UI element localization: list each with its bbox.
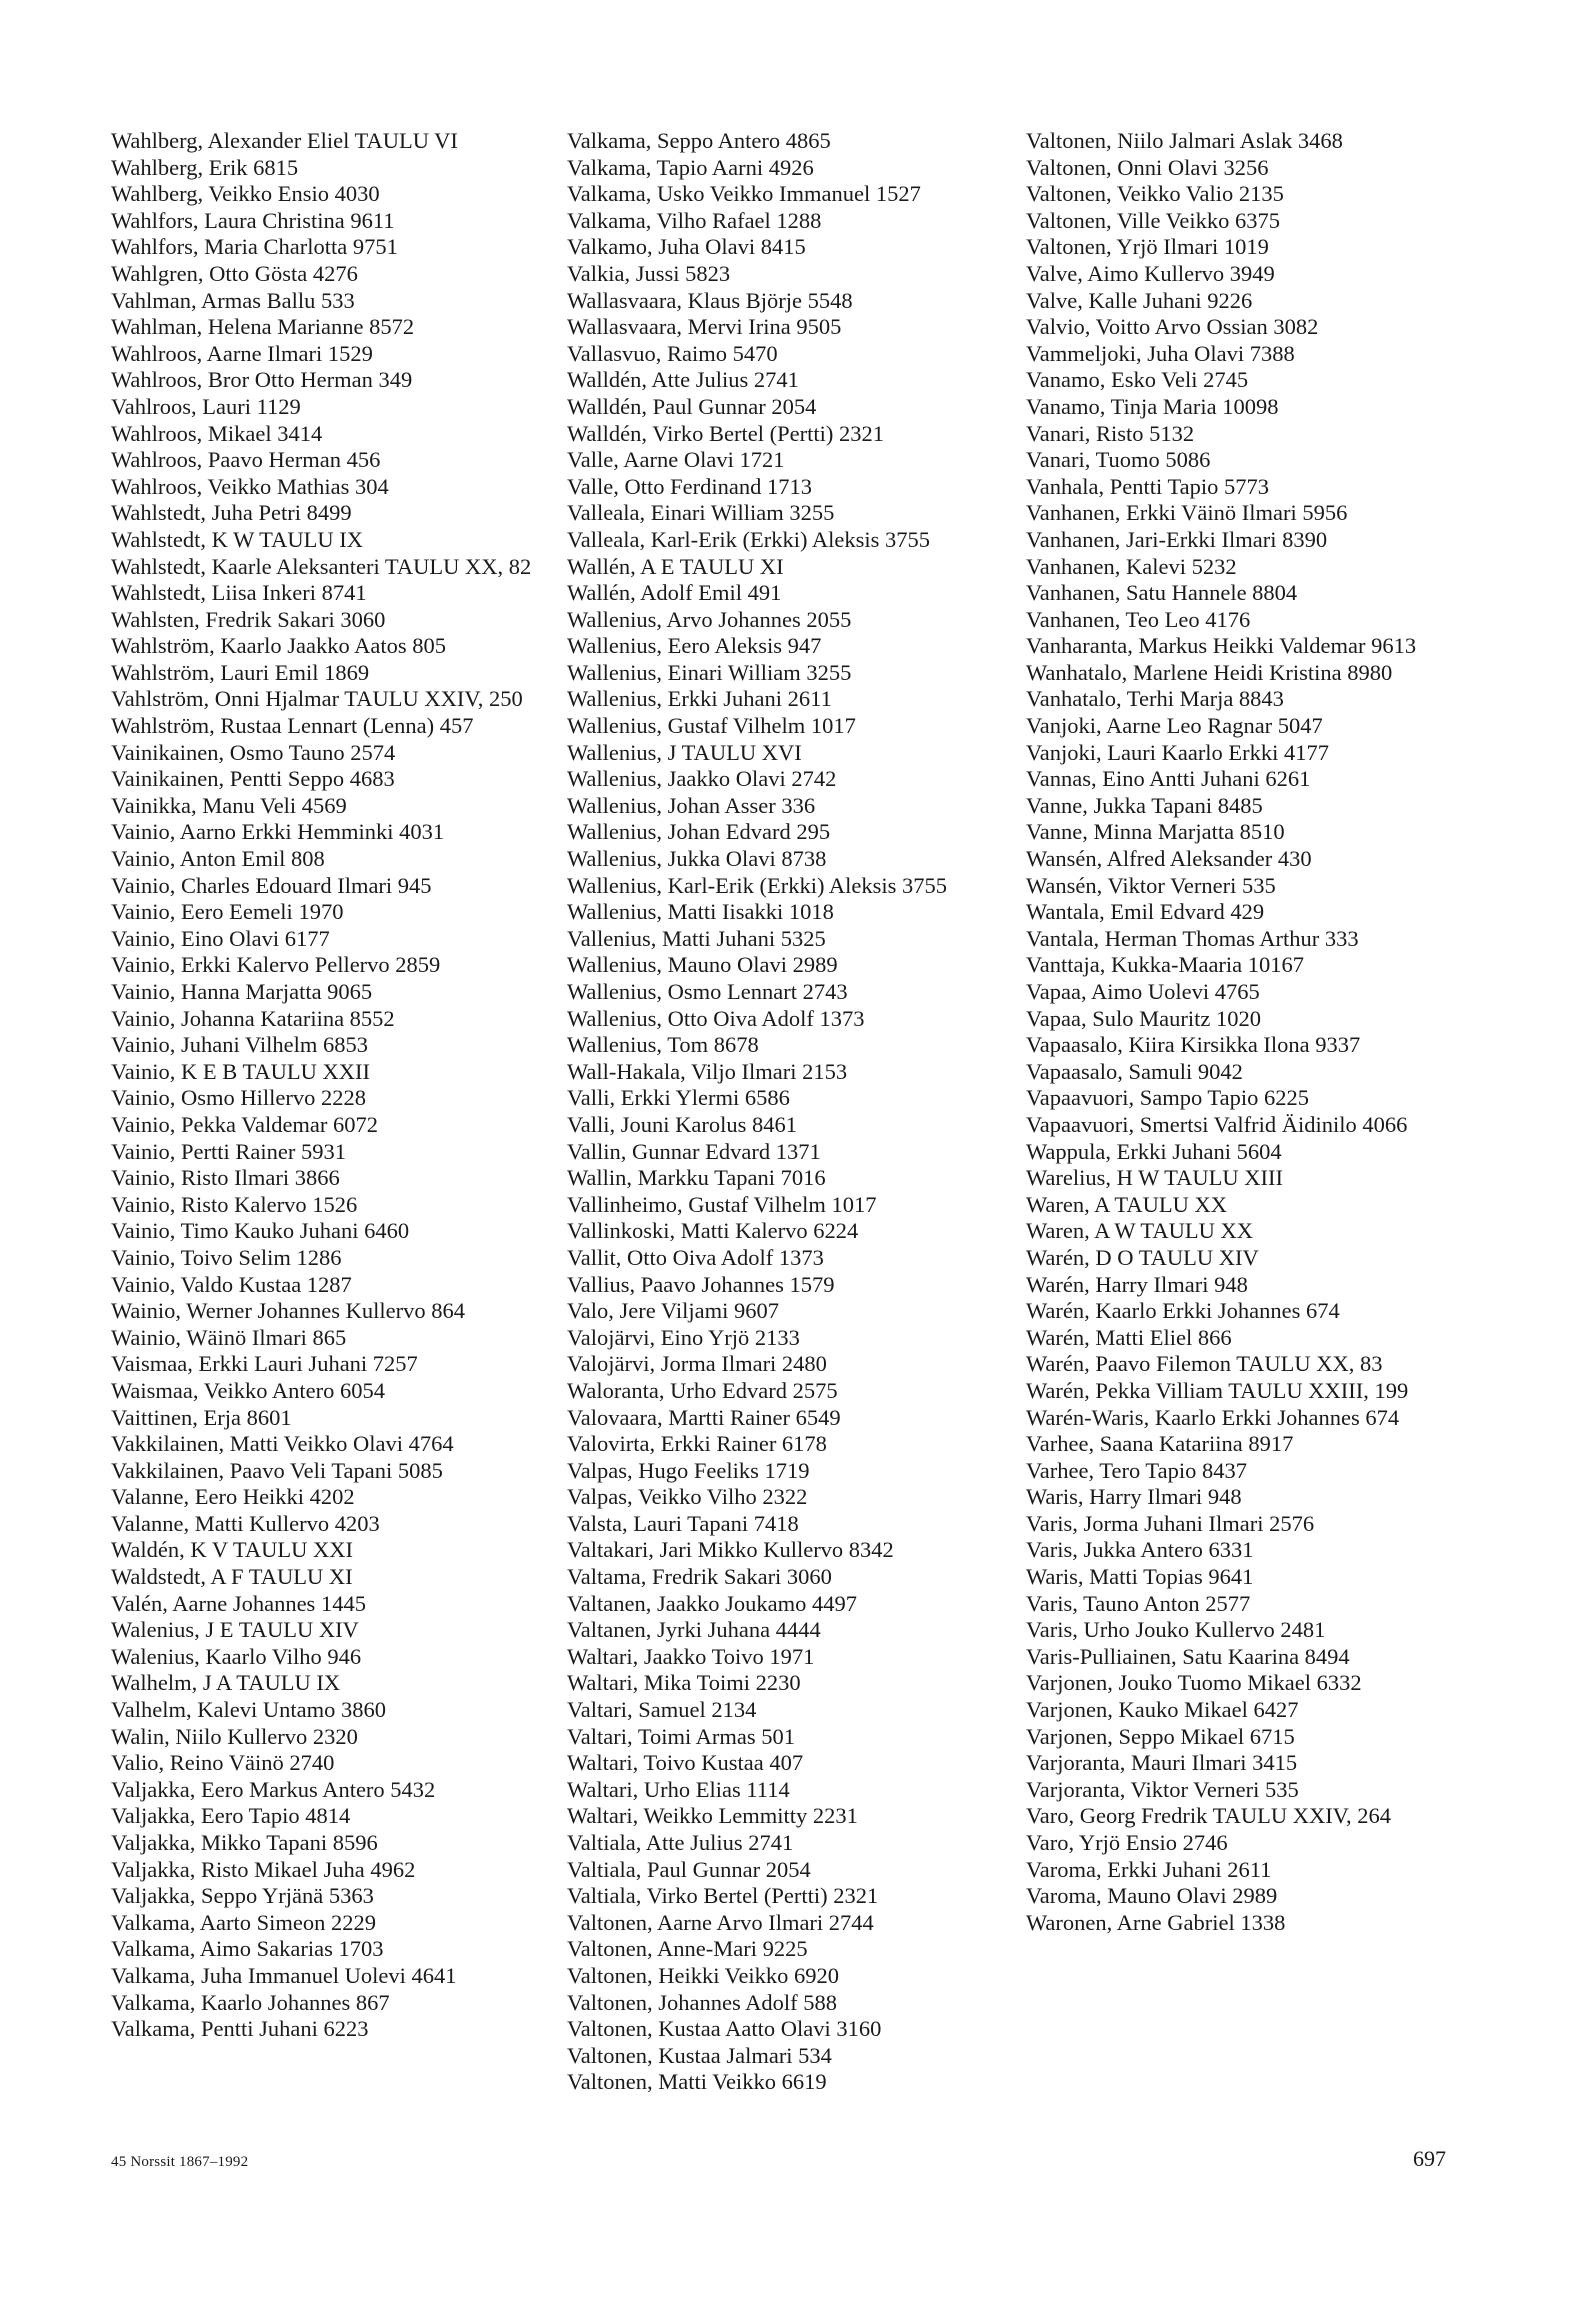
index-entry: Valkama, Usko Veikko Immanuel 1527: [567, 181, 921, 207]
index-entry: Varo, Georg Fredrik TAULU XXIV, 264: [1026, 1803, 1392, 1829]
index-entry: Wallenius, Jaakko Olavi 2742: [567, 766, 837, 792]
index-entry: Waloranta, Urho Edvard 2575: [567, 1377, 838, 1403]
index-entry: Vanharanta, Markus Heikki Valdemar 9613: [1026, 633, 1417, 659]
index-entry: Wahlstedt, Liisa Inkeri 8741: [111, 580, 367, 606]
index-entry: Valkama, Kaarlo Johannes 867: [111, 1989, 390, 2015]
index-entry: Vapaasalo, Kiira Kirsikka Ilona 9337: [1026, 1032, 1361, 1058]
index-entry: Wallenius, Arvo Johannes 2055: [567, 606, 852, 632]
index-entry: Wallenius, Otto Oiva Adolf 1373: [567, 1005, 865, 1031]
index-entry: Valkama, Pentti Juhani 6223: [111, 2016, 369, 2042]
index-entry: Valtiala, Virko Bertel (Pertti) 2321: [567, 1883, 879, 1909]
index-entry: Valvio, Voitto Arvo Ossian 3082: [1026, 314, 1319, 340]
index-entry: Valleala, Einari William 3255: [567, 500, 835, 526]
index-entry: Vainio, Erkki Kalervo Pellervo 2859: [111, 952, 441, 978]
index-entry: Vaismaa, Erkki Lauri Juhani 7257: [111, 1351, 418, 1377]
index-entry: Vainio, Risto Ilmari 3866: [111, 1165, 340, 1191]
index-entry: Vantala, Herman Thomas Arthur 333: [1026, 925, 1359, 951]
index-entry: Valtama, Fredrik Sakari 3060: [567, 1564, 832, 1590]
index-entry: Waltari, Weikko Lemmitty 2231: [567, 1803, 858, 1829]
index-entry: Valtiala, Paul Gunnar 2054: [567, 1856, 811, 1882]
index-entry: Valtonen, Aarne Arvo Ilmari 2744: [567, 1909, 874, 1935]
index-entry: Wansén, Viktor Verneri 535: [1026, 872, 1276, 898]
index-entry: Valovaara, Martti Rainer 6549: [567, 1404, 841, 1430]
index-entry: Valtonen, Kustaa Jalmari 534: [567, 2042, 832, 2068]
index-entry: Warén, Harry Ilmari 948: [1026, 1271, 1248, 1297]
index-entry: Vainio, K E B TAULU XXII: [111, 1058, 371, 1084]
index-entry: Waltari, Urho Elias 1114: [567, 1776, 790, 1802]
index-entry: Waltari, Jaakko Toivo 1971: [567, 1643, 815, 1669]
index-entry: Vakkilainen, Paavo Veli Tapani 5085: [111, 1457, 443, 1483]
index-entry: Warén-Waris, Kaarlo Erkki Johannes 674: [1026, 1404, 1400, 1430]
index-entry: Vakkilainen, Matti Veikko Olavi 4764: [111, 1431, 454, 1457]
index-entry: Wallenius, Tom 8678: [567, 1032, 759, 1058]
index-entry: Wahlberg, Veikko Ensio 4030: [111, 181, 380, 207]
index-entry: Vapaavuori, Sampo Tapio 6225: [1026, 1085, 1309, 1111]
index-entry: Valle, Otto Ferdinand 1713: [567, 473, 812, 499]
index-entry: Vainikainen, Osmo Tauno 2574: [111, 739, 396, 765]
index-entry: Varjoranta, Mauri Ilmari 3415: [1026, 1750, 1298, 1776]
index-entry: Vallinheimo, Gustaf Vilhelm 1017: [567, 1191, 877, 1217]
index-entry: Valtonen, Heikki Veikko 6920: [567, 1962, 840, 1988]
index-entry: Valve, Aimo Kullervo 3949: [1026, 260, 1275, 286]
index-entry: Walldén, Virko Bertel (Pertti) 2321: [567, 420, 884, 446]
index-entry: Wahlström, Lauri Emil 1869: [111, 659, 370, 685]
index-entry: Valtonen, Johannes Adolf 588: [567, 1989, 837, 2015]
index-entry: Vallasvuo, Raimo 5470: [567, 340, 778, 366]
index-entry: Walenius, Kaarlo Vilho 946: [111, 1643, 362, 1669]
index-entry: Walldén, Atte Julius 2741: [567, 367, 799, 393]
index-entry: Vanari, Tuomo 5086: [1026, 447, 1211, 473]
index-entry: Vanhanen, Satu Hannele 8804: [1026, 580, 1298, 606]
index-entry: Valkama, Aimo Sakarias 1703: [111, 1936, 384, 1962]
index-entry: Vanne, Minna Marjatta 8510: [1026, 819, 1285, 845]
index-entry: Vainio, Hanna Marjatta 9065: [111, 979, 373, 1004]
index-entry: Varis, Jorma Juhani Ilmari 2576: [1026, 1510, 1315, 1536]
index-entry: Valkamo, Juha Olavi 8415: [567, 234, 806, 260]
index-entry: Vainio, Juhani Vilhelm 6853: [111, 1032, 368, 1058]
printer-signature: 45 Norssit 1867–1992: [111, 2154, 249, 2170]
index-entry: Valén, Aarne Johannes 1445: [111, 1590, 366, 1616]
index-entry: Valtari, Samuel 2134: [567, 1697, 757, 1723]
index-entry: Wallenius, Jukka Olavi 8738: [567, 846, 827, 872]
index-entry: Varis, Urho Jouko Kullervo 2481: [1026, 1617, 1326, 1643]
index-entry: Vanamo, Esko Veli 2745: [1026, 367, 1249, 393]
index-entry: Vanjoki, Lauri Kaarlo Erkki 4177: [1026, 739, 1330, 765]
page-number: 697: [1413, 2146, 1446, 2171]
index-entry: Vainio, Eino Olavi 6177: [111, 925, 330, 951]
index-entry: Valkia, Jussi 5823: [567, 260, 731, 286]
index-entry: Valtonen, Kustaa Aatto Olavi 3160: [567, 2016, 882, 2042]
index-entry: Waris, Matti Topias 9641: [1026, 1564, 1254, 1590]
index-entry: Valtanen, Jaakko Joukamo 4497: [567, 1590, 857, 1616]
index-entry: Wahlfors, Laura Christina 9611: [111, 207, 395, 233]
index-entry: Wall-Hakala, Viljo Ilmari 2153: [567, 1058, 848, 1084]
index-entry: Valtonen, Onni Olavi 3256: [1026, 154, 1269, 180]
index-entry: Warén, D O TAULU XIV: [1026, 1244, 1259, 1270]
index-entry: Wahlström, Rustaa Lennart (Lenna) 457: [111, 713, 474, 739]
index-entry: Varhee, Saana Katariina 8917: [1026, 1431, 1294, 1457]
index-entry: Valkama, Seppo Antero 4865: [567, 128, 831, 153]
index-entry: Valtanen, Jyrki Juhana 4444: [567, 1617, 821, 1643]
index-entry: Valtonen, Veikko Valio 2135: [1026, 181, 1284, 207]
index-entry: Wallenius, Eero Aleksis 947: [567, 633, 822, 659]
index-entry: Vanhanen, Kalevi 5232: [1026, 553, 1237, 579]
index-entry: Wallenius, J TAULU XVI: [567, 739, 802, 765]
index-entry: Wahlroos, Paavo Herman 456: [111, 447, 381, 473]
index-entry: Wahlström, Kaarlo Jaakko Aatos 805: [111, 633, 446, 659]
index-entry: Vammeljoki, Juha Olavi 7388: [1026, 340, 1295, 366]
index-entry: Warelius, H W TAULU XIII: [1026, 1165, 1283, 1191]
index-entry: Vainio, Anton Emil 808: [111, 846, 325, 872]
index-entry: Vaittinen, Erja 8601: [111, 1404, 292, 1430]
index-entry: Warén, Pekka Villiam TAULU XXIII, 199: [1026, 1377, 1409, 1403]
index-entry: Wallenius, Gustaf Vilhelm 1017: [567, 713, 856, 739]
index-entry: Vainio, Toivo Selim 1286: [111, 1244, 342, 1270]
index-entry: Wanhatalo, Marlene Heidi Kristina 8980: [1026, 659, 1393, 685]
index-entry: Valkama, Aarto Simeon 2229: [111, 1909, 376, 1935]
index-entry: Valkama, Vilho Rafael 1288: [567, 207, 822, 233]
index-entry: Wallenius, Johan Edvard 295: [567, 819, 831, 845]
index-entry: Vapaasalo, Samuli 9042: [1026, 1058, 1243, 1084]
index-entry: Vallenius, Matti Juhani 5325: [567, 925, 826, 951]
index-entry: Valtiala, Atte Julius 2741: [567, 1830, 794, 1855]
index-entry: Vapaa, Sulo Mauritz 1020: [1026, 1005, 1261, 1031]
index-entry: Varis-Pulliainen, Satu Kaarina 8494: [1026, 1643, 1350, 1669]
index-entry: Valojärvi, Eino Yrjö 2133: [567, 1324, 800, 1350]
index-entry: Varjonen, Jouko Tuomo Mikael 6332: [1026, 1670, 1362, 1696]
index-entry: Valkama, Tapio Aarni 4926: [567, 154, 814, 180]
index-entry: Wansén, Alfred Aleksander 430: [1026, 846, 1312, 872]
index-entry: Varhee, Tero Tapio 8437: [1026, 1457, 1247, 1483]
index-entry: Walldén, Paul Gunnar 2054: [567, 393, 817, 419]
index-entry: Valtonen, Anne-Mari 9225: [567, 1936, 808, 1962]
index-entry: Vanhanen, Jari-Erkki Ilmari 8390: [1026, 526, 1328, 552]
index-entry: Varjonen, Kauko Mikael 6427: [1026, 1697, 1299, 1723]
index-entry: Vainio, Timo Kauko Juhani 6460: [111, 1218, 410, 1244]
index-entry: Valojärvi, Jorma Ilmari 2480: [567, 1351, 827, 1377]
index-entry: Valpas, Hugo Feeliks 1719: [567, 1457, 810, 1483]
index-column-3: [1026, 128, 1466, 1936]
index-entry: Valovirta, Erkki Rainer 6178: [567, 1431, 827, 1457]
index-entry: Vanhanen, Erkki Väinö Ilmari 5956: [1026, 500, 1348, 526]
index-entry: Vapaa, Aimo Uolevi 4765: [1026, 979, 1260, 1004]
index-entry: Wahlstedt, Kaarle Aleksanteri TAULU XX, 82: [111, 553, 532, 579]
index-entry: Wainio, Wäinö Ilmari 865: [111, 1324, 347, 1350]
index-entry: Wallén, Adolf Emil 491: [567, 580, 782, 606]
index-entry: Vanari, Risto 5132: [1026, 420, 1195, 446]
index-entry: Vainio, Pekka Valdemar 6072: [111, 1111, 379, 1137]
index-entry: Vanttaja, Kukka-Maaria 10167: [1026, 952, 1305, 978]
index-entry: Waltari, Mika Toimi 2230: [567, 1670, 801, 1696]
index-entry: Valo, Jere Viljami 9607: [567, 1298, 779, 1324]
index-entry: Wallenius, Johan Asser 336: [567, 792, 816, 818]
index-entry: Vallius, Paavo Johannes 1579: [567, 1271, 835, 1297]
index-entry: Valjakka, Eero Tapio 4814: [111, 1803, 351, 1829]
index-entry: Waldstedt, A F TAULU XI: [111, 1564, 353, 1590]
index-entry: Vainio, Valdo Kustaa 1287: [111, 1271, 352, 1297]
index-entry: Wainio, Werner Johannes Kullervo 864: [111, 1298, 466, 1324]
index-entry: Varis, Tauno Anton 2577: [1026, 1590, 1251, 1616]
index-entry: Vainikka, Manu Veli 4569: [111, 792, 347, 818]
index-entry: Wallén, A E TAULU XI: [567, 553, 784, 579]
index-entry: Walenius, J E TAULU XIV: [111, 1617, 359, 1643]
index-entry: Vahlman, Armas Ballu 533: [111, 287, 355, 313]
index-entry: Wallenius, Osmo Lennart 2743: [567, 979, 848, 1004]
index-entry: Vanjoki, Aarne Leo Ragnar 5047: [1026, 713, 1323, 739]
index-entry: Valtari, Toimi Armas 501: [567, 1723, 795, 1749]
index-entry: Waronen, Arne Gabriel 1338: [1026, 1909, 1286, 1935]
index-entry: Waren, A W TAULU XX: [1026, 1218, 1253, 1244]
index-entry: Warén, Paavo Filemon TAULU XX, 83: [1026, 1351, 1383, 1377]
index-entry: Vannas, Eino Antti Juhani 6261: [1026, 766, 1311, 792]
index-entry: Valkama, Juha Immanuel Uolevi 4641: [111, 1962, 457, 1988]
index-entry: Wahlroos, Aarne Ilmari 1529: [111, 340, 373, 366]
index-entry: Varo, Yrjö Ensio 2746: [1026, 1830, 1228, 1855]
index-entry: Wallasvaara, Mervi Irina 9505: [567, 314, 842, 340]
index-entry: Vanhanen, Teo Leo 4176: [1026, 606, 1251, 632]
index-entry: Valtakari, Jari Mikko Kullervo 8342: [567, 1537, 894, 1563]
index-entry: Warén, Kaarlo Erkki Johannes 674: [1026, 1298, 1340, 1324]
index-entry: Vallinkoski, Matti Kalervo 6224: [567, 1218, 859, 1244]
index-entry: Valjakka, Risto Mikael Juha 4962: [111, 1856, 416, 1882]
index-entry: Wantala, Emil Edvard 429: [1026, 899, 1265, 925]
index-entry: Walhelm, J A TAULU IX: [111, 1670, 341, 1696]
index-entry: Valtonen, Yrjö Ilmari 1019: [1026, 234, 1269, 260]
index-entry: Wahlman, Helena Marianne 8572: [111, 314, 415, 340]
index-entry: Warén, Matti Eliel 866: [1026, 1324, 1232, 1350]
index-entry: Varoma, Mauno Olavi 2989: [1026, 1883, 1278, 1909]
index-entry: Vanhala, Pentti Tapio 5773: [1026, 473, 1269, 499]
index-entry: Vahlström, Onni Hjalmar TAULU XXIV, 250: [111, 686, 523, 712]
index-entry: Valtonen, Ville Veikko 6375: [1026, 207, 1281, 233]
index-entry: Vainio, Osmo Hillervo 2228: [111, 1085, 366, 1111]
index-entry: Wahlroos, Veikko Mathias 304: [111, 473, 389, 499]
index-column-2: [567, 128, 1007, 2096]
index-entry: Waldén, K V TAULU XXI: [111, 1537, 353, 1563]
index-entry: Vainio, Aarno Erkki Hemminki 4031: [111, 819, 445, 845]
index-entry: Valli, Jouni Karolus 8461: [567, 1111, 797, 1137]
index-entry: Wallenius, Einari William 3255: [567, 659, 852, 685]
index-entry: Valtonen, Matti Veikko 6619: [567, 2069, 827, 2095]
index-entry: Valanne, Matti Kullervo 4203: [111, 1510, 380, 1536]
index-entry: Valanne, Eero Heikki 4202: [111, 1484, 355, 1510]
index-entry: Vainio, Risto Kalervo 1526: [111, 1191, 358, 1217]
index-entry: Varjoranta, Viktor Verneri 535: [1026, 1776, 1299, 1802]
index-entry: Varoma, Erkki Juhani 2611: [1026, 1856, 1272, 1882]
index-entry: Vainio, Charles Edouard Ilmari 945: [111, 872, 432, 898]
index-entry: Vahlroos, Lauri 1129: [111, 393, 301, 419]
index-entry: Wahlroos, Mikael 3414: [111, 420, 323, 446]
index-entry: Valsta, Lauri Tapani 7418: [567, 1510, 799, 1536]
index-entry: Wappula, Erkki Juhani 5604: [1026, 1138, 1282, 1164]
index-entry: Wallenius, Mauno Olavi 2989: [567, 952, 838, 978]
index-entry: Waismaa, Veikko Antero 6054: [111, 1377, 385, 1403]
index-entry: Waltari, Toivo Kustaa 407: [567, 1750, 804, 1776]
index-entry: Valhelm, Kalevi Untamo 3860: [111, 1697, 386, 1723]
index-entry: Wallenius, Karl-Erik (Erkki) Aleksis 3755: [567, 872, 947, 898]
index-entry: Valleala, Karl-Erik (Erkki) Aleksis 3755: [567, 526, 931, 552]
index-entry: Valjakka, Mikko Tapani 8596: [111, 1830, 378, 1855]
index-entry: Valle, Aarne Olavi 1721: [567, 447, 785, 473]
index-entry: Vanne, Jukka Tapani 8485: [1026, 792, 1263, 818]
index-entry: Wahlberg, Erik 6815: [111, 154, 299, 180]
index-entry: Wahlberg, Alexander Eliel TAULU VI: [111, 128, 458, 153]
index-entry: Wahlstedt, Juha Petri 8499: [111, 500, 352, 526]
index-entry: Valjakka, Eero Markus Antero 5432: [111, 1776, 436, 1802]
index-entry: Wahlfors, Maria Charlotta 9751: [111, 234, 398, 260]
index-entry: Wahlstedt, K W TAULU IX: [111, 526, 363, 552]
index-entry: Vallit, Otto Oiva Adolf 1373: [567, 1244, 824, 1270]
index-entry: Vainio, Johanna Katariina 8552: [111, 1005, 395, 1031]
index-entry: Wahlroos, Bror Otto Herman 349: [111, 367, 413, 393]
index-entry: Wallasvaara, Klaus Björje 5548: [567, 287, 853, 313]
index-entry: Wallenius, Matti Iisakki 1018: [567, 899, 834, 925]
index-entry: Vapaavuori, Smertsi Valfrid Äidinilo 4066: [1026, 1111, 1408, 1137]
index-entry: Walin, Niilo Kullervo 2320: [111, 1723, 358, 1749]
index-entry: Valpas, Veikko Vilho 2322: [567, 1484, 808, 1510]
index-entry: Vanhatalo, Terhi Marja 8843: [1026, 686, 1284, 712]
index-entry: Waris, Harry Ilmari 948: [1026, 1484, 1242, 1510]
index-entry: Vainio, Pertti Rainer 5931: [111, 1138, 346, 1164]
index-entry: Vainikainen, Pentti Seppo 4683: [111, 766, 395, 792]
index-entry: Valtonen, Niilo Jalmari Aslak 3468: [1026, 128, 1343, 153]
index-entry: Wahlgren, Otto Gösta 4276: [111, 260, 358, 286]
index-entry: Valjakka, Seppo Yrjänä 5363: [111, 1883, 374, 1909]
index-entry: Vallin, Gunnar Edvard 1371: [567, 1138, 821, 1164]
index-entry: Valve, Kalle Juhani 9226: [1026, 287, 1253, 313]
index-entry: Varis, Jukka Antero 6331: [1026, 1537, 1254, 1563]
index-entry: Varjonen, Seppo Mikael 6715: [1026, 1723, 1295, 1749]
index-entry: Vanamo, Tinja Maria 10098: [1026, 393, 1279, 419]
index-entry: Wallenius, Erkki Juhani 2611: [567, 686, 832, 712]
index-entry: Wahlsten, Fredrik Sakari 3060: [111, 606, 386, 632]
index-entry: Wallin, Markku Tapani 7016: [567, 1165, 826, 1191]
index-entry: Valio, Reino Väinö 2740: [111, 1750, 335, 1776]
index-entry: Vainio, Eero Eemeli 1970: [111, 899, 344, 925]
index-column-1: [111, 128, 551, 2043]
index-entry: Valli, Erkki Ylermi 6586: [567, 1085, 790, 1111]
index-entry: Waren, A TAULU XX: [1026, 1191, 1227, 1217]
